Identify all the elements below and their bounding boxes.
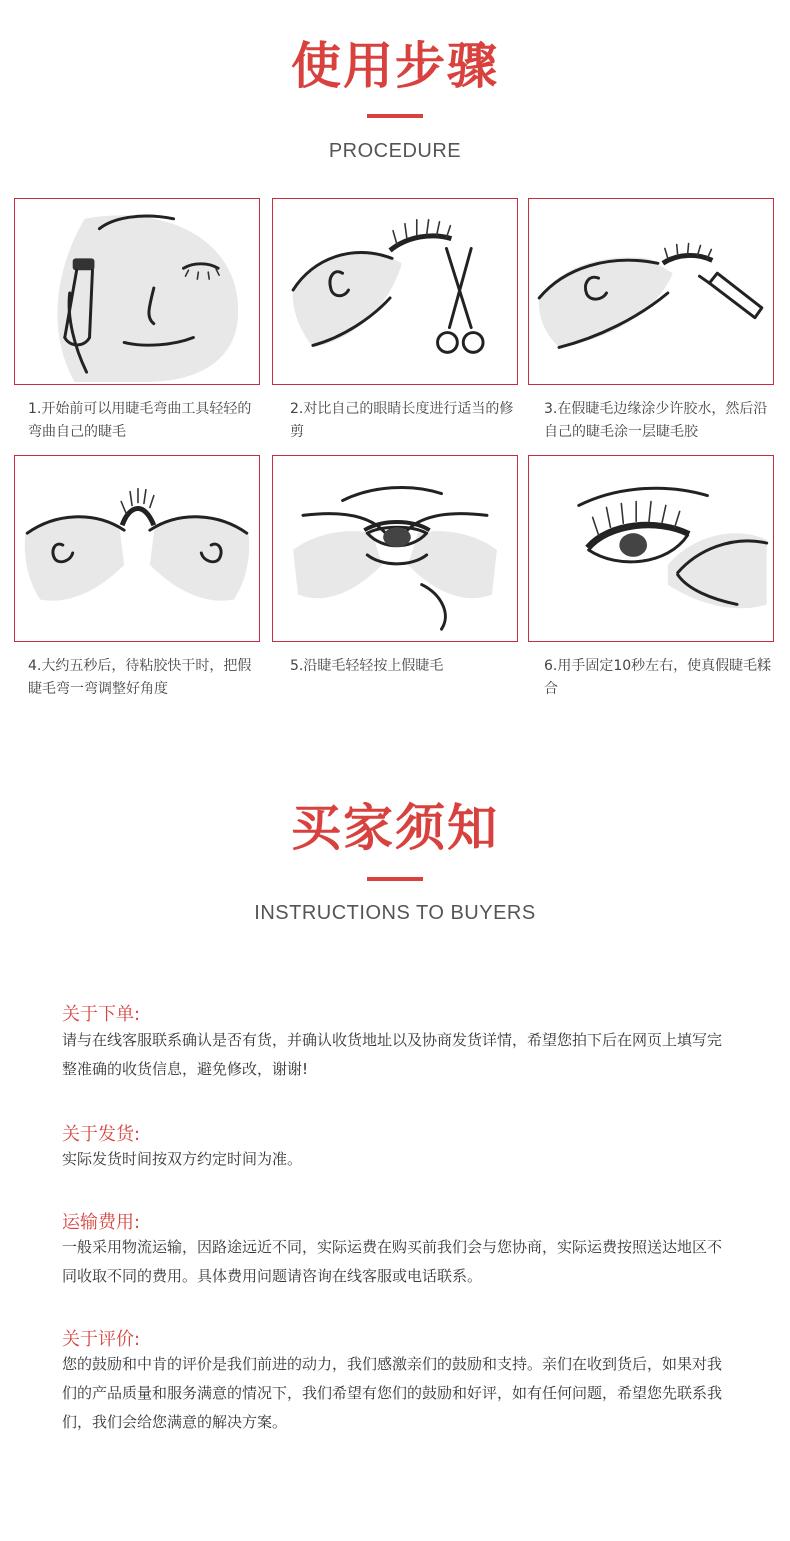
- scissors-trim-illustration: [273, 199, 517, 384]
- step-1-image-frame: [14, 198, 260, 385]
- step-6-caption: 6.用手固定10秒左右，使真假睫毛糅合: [544, 658, 772, 697]
- procedure-title: 使用步骤: [291, 37, 499, 95]
- procedure-title-divider: [367, 114, 423, 118]
- step-5-caption: 5.沿睫毛轻轻按上假睫毛: [290, 658, 444, 674]
- procedure-subtitle: PROCEDURE: [328, 140, 462, 162]
- notice-shipping-body: 实际发货时间按双方约定时间为准。: [62, 1150, 303, 1168]
- step-4-image-frame: [14, 455, 260, 642]
- notice-ordering-body: 请与在线客服联系确认是否有货，并确认收货地址以及协商发货详情，希望您拍下后在网页上填写完整准确的收货信息，避免修改，谢谢!: [62, 1031, 723, 1078]
- buyers-subtitle: INSTRUCTIONS TO BUYERS: [254, 902, 536, 924]
- step-2-image-frame: [272, 198, 518, 385]
- eyelash-curler-illustration: [15, 199, 259, 384]
- step-3-caption: 3.在假睫毛边缘涂少许胶水，然后沿自己的睫毛涂一层睫毛胶: [544, 401, 768, 440]
- notice-freight-heading: 运输费用:: [62, 1212, 141, 1233]
- hold-lash-illustration: [529, 456, 773, 641]
- buyers-title-divider: [367, 877, 423, 881]
- notice-review-heading: 关于评价:: [62, 1329, 141, 1350]
- step-6-image-frame: [528, 455, 774, 642]
- notice-shipping-heading: 关于发货:: [62, 1124, 141, 1145]
- glue-tube-illustration: [529, 199, 773, 384]
- step-5-image-frame: [272, 455, 518, 642]
- step-1-caption: 1.开始前可以用睫毛弯曲工具轻轻的弯曲自己的睫毛: [28, 401, 252, 440]
- notice-freight-body: 一般采用物流运输，因路途远近不同，实际运费在购买前我们会与您协商，实际运费按照送达地区不同收取不同的费用。具体费用问题请咨询在线客服或电话联系。: [62, 1238, 723, 1285]
- step-3-image-frame: [528, 198, 774, 385]
- notice-review-body: 您的鼓励和中肯的评价是我们前进的动力，我们感激亲们的鼓励和支持。亲们在收到货后，如果对我们的产品质量和服务满意的情况下，我们希望有您们的鼓励和好评，如有任何问题，希望您先联系我们，我们会给您满意的解决方案。: [62, 1355, 723, 1431]
- notice-ordering-heading: 关于下单:: [62, 1004, 141, 1025]
- bend-lash-illustration: [15, 456, 259, 641]
- buyers-title: 买家须知: [291, 799, 499, 857]
- step-4-caption: 4.大约五秒后，待粘胶快干时，把假睫毛弯一弯调整好角度: [28, 658, 252, 697]
- apply-lash-illustration: [273, 456, 517, 641]
- step-2-caption: 2.对比自己的眼睛长度进行适当的修剪: [290, 401, 514, 440]
